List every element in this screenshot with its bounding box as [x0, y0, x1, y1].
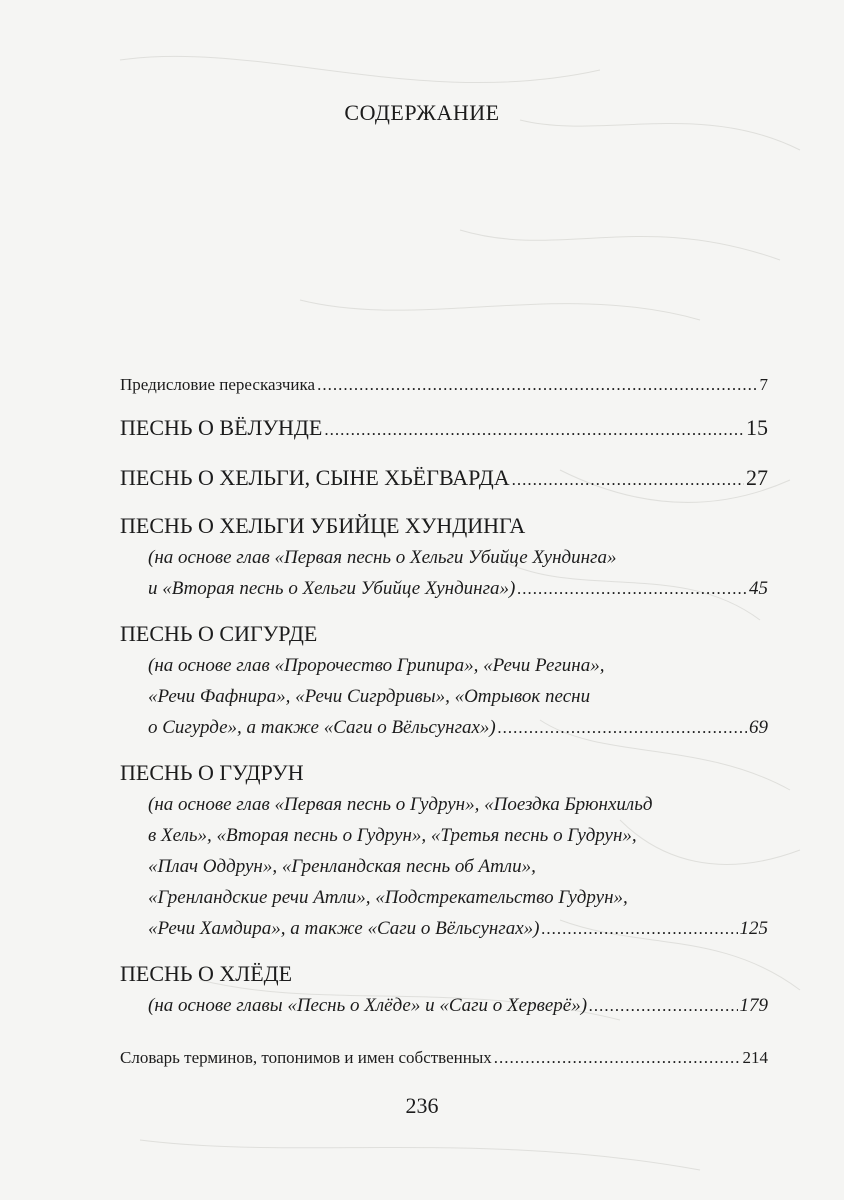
- toc-note-line: (на основе глав «Первая песнь о Гудрун», «Поездка Брюнхильд: [148, 794, 653, 815]
- toc-leader-dots: [498, 712, 747, 743]
- toc-leader-dots: [317, 372, 757, 398]
- toc-entry-title: ПЕСНЬ О ХЕЛЬГИ УБИЙЦЕ ХУНДИНГА: [120, 513, 526, 538]
- toc-entry-title: ПЕСНЬ О СИГУРДЕ: [120, 621, 318, 646]
- toc-note-line: «Речи Хамдира», а также «Саги о Вёльсунгах»): [148, 918, 540, 939]
- toc-entry-dictionary[interactable]: [120, 1045, 768, 1071]
- toc-note-line: «Плач Оддрун», «Гренландская песнь об Атли»,: [148, 856, 536, 877]
- toc-leader-dots: [589, 990, 737, 1021]
- toc-note-last-line: [148, 990, 768, 1021]
- toc-entry-title: ПЕСНЬ О ХЛЁДЕ: [120, 961, 293, 986]
- toc-entry-preface[interactable]: [120, 372, 768, 398]
- toc-entry-page: 27: [746, 465, 768, 490]
- toc-entry-note: [120, 650, 768, 743]
- page-number: 236: [405, 1093, 439, 1118]
- toc-note-last-line: [148, 913, 768, 944]
- toc-entry-title: Предисловие пересказчика: [120, 375, 316, 394]
- toc-note-line: о Сигурде», а также «Саги о Вёльсунгах»): [148, 717, 496, 738]
- toc-entry-title: ПЕСНЬ О ХЕЛЬГИ, СЫНЕ ХЬЁГВАРДА: [120, 465, 510, 490]
- toc-entry-page: 7: [759, 375, 768, 394]
- toc-entry-note: [120, 542, 768, 604]
- toc-entry-sigurd[interactable]: [120, 618, 768, 743]
- toc-entry-note: [120, 990, 768, 1021]
- toc-entry-note: [120, 789, 768, 944]
- toc-entry-page: 179: [739, 995, 768, 1016]
- toc-leader-dots: [541, 913, 737, 944]
- toc-note-last-line: [148, 573, 768, 604]
- toc-note-line: (на основе глав «Первая песнь о Хельги Убийце Хундинга»: [148, 547, 617, 568]
- toc-entry-title: ПЕСНЬ О ГУДРУН: [120, 760, 304, 785]
- toc-entry-title: ПЕСНЬ О ВЁЛУНДЕ: [120, 415, 323, 440]
- toc-note-line: в Хель», «Вторая песнь о Гудрун», «Третья песнь о Гудрун»,: [148, 825, 637, 846]
- toc-entry-helgi-hjorvard[interactable]: [120, 462, 768, 496]
- toc-entry-page: 15: [746, 415, 768, 440]
- toc-note-line: (на основе глав «Пророчество Грипира», «Речи Регина»,: [148, 655, 605, 676]
- toc-leader-dots: [517, 573, 747, 604]
- toc-entry-page: 125: [739, 918, 768, 939]
- toc-entry-hlod[interactable]: [120, 958, 768, 1021]
- table-of-contents: [120, 370, 768, 1071]
- toc-leader-dots: [512, 464, 744, 496]
- toc-entry-velund[interactable]: [120, 412, 768, 446]
- toc-note-line: (на основе главы «Песнь о Хлёде» и «Саги о Херверё»): [148, 995, 588, 1016]
- toc-note-line: и «Вторая песнь о Хельги Убийце Хундинга»): [148, 578, 516, 599]
- contents-heading: СОДЕРЖАНИЕ: [344, 100, 500, 125]
- toc-note-last-line: [148, 712, 768, 743]
- toc-entry-gudrun[interactable]: [120, 757, 768, 944]
- toc-entry-title: Словарь терминов, топонимов и имен собственных: [120, 1048, 492, 1067]
- toc-leader-dots: [324, 414, 744, 446]
- toc-entry-page: 45: [749, 578, 768, 599]
- toc-note-line: «Речи Фафнира», «Речи Сигрдривы», «Отрывок песни: [148, 686, 591, 707]
- toc-leader-dots: [494, 1045, 741, 1071]
- toc-entry-page: 214: [742, 1048, 768, 1067]
- toc-entry-helgi-hunding[interactable]: [120, 510, 768, 604]
- toc-note-line: «Гренландские речи Атли», «Подстрекательство Гудрун»,: [148, 887, 628, 908]
- toc-entry-page: 69: [749, 717, 768, 738]
